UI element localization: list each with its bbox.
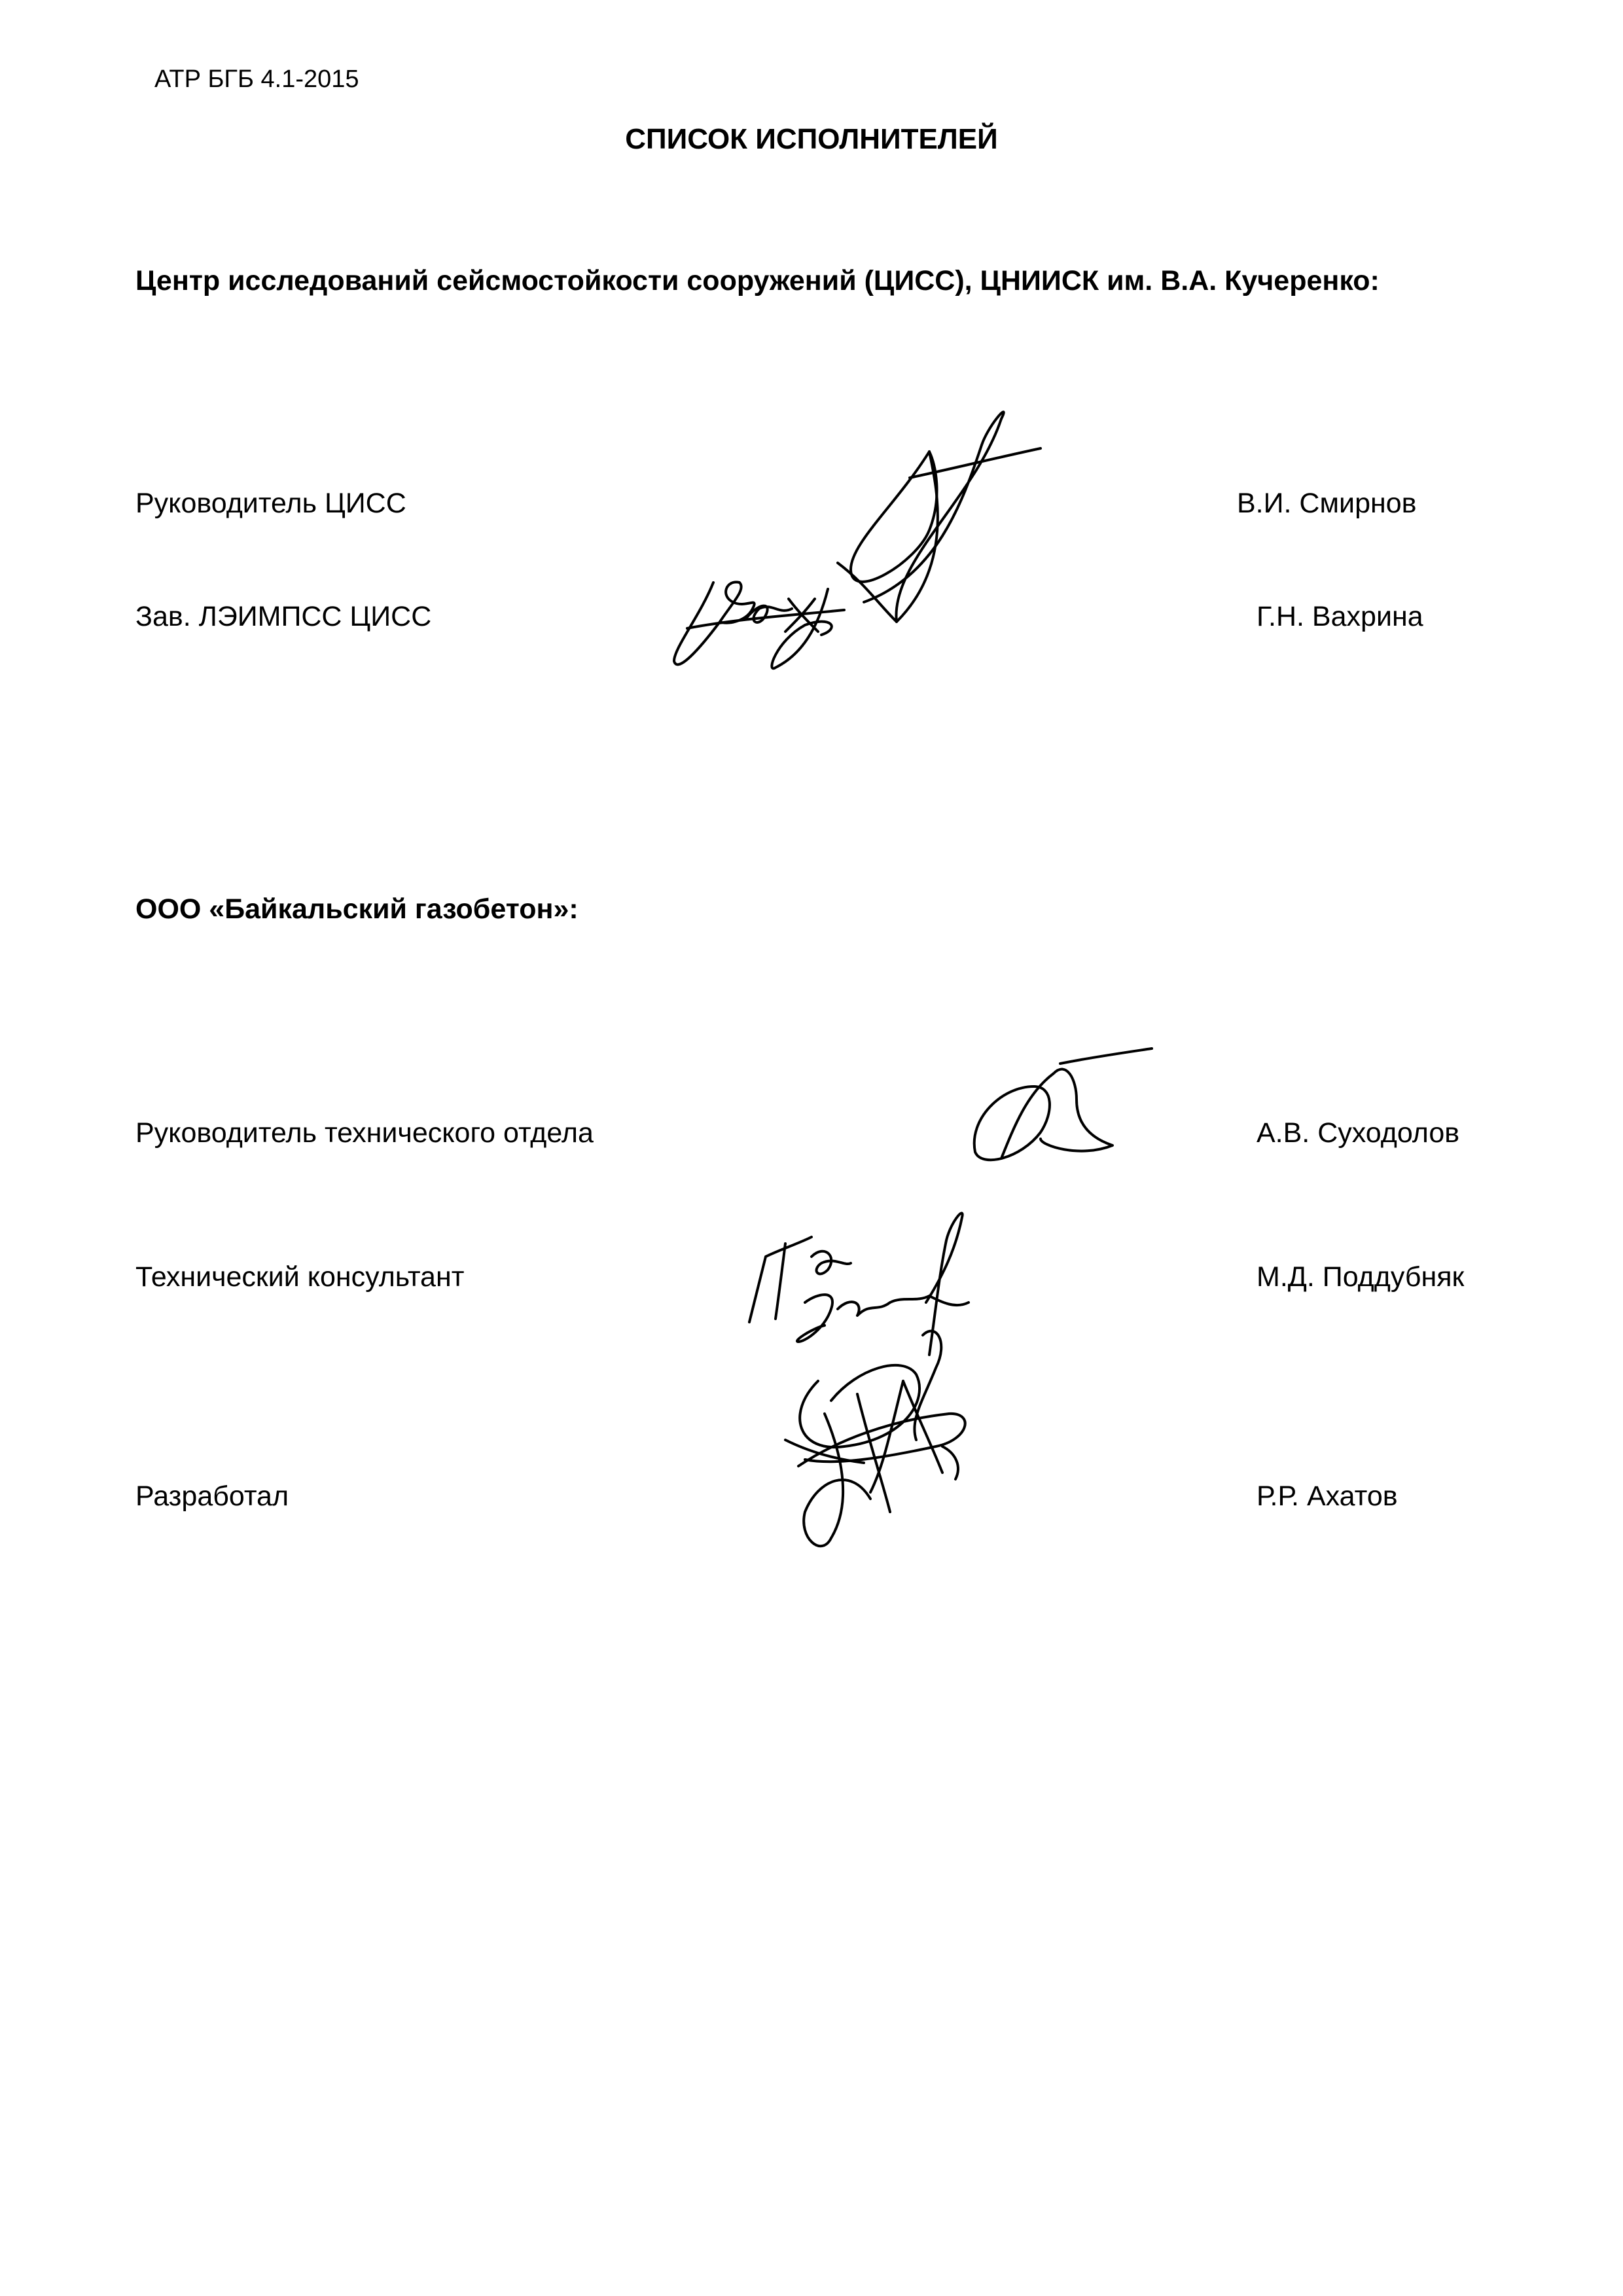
organization-baikal-gazobeton: ООО «Байкальский газобетон»: bbox=[135, 893, 579, 925]
name-sukhodolov: А.В. Суходолов bbox=[1257, 1117, 1460, 1149]
name-vakhrina: Г.Н. Вахрина bbox=[1257, 601, 1423, 632]
role-head-lab: Зав. ЛЭИМПСС ЦИСС bbox=[135, 601, 432, 632]
name-akhatov: Р.Р. Ахатов bbox=[1257, 1480, 1398, 1512]
role-head-technical-department: Руководитель технического отдела bbox=[135, 1117, 594, 1149]
signature-sukhodolov bbox=[962, 1047, 1158, 1172]
role-developer: Разработал bbox=[135, 1480, 289, 1512]
document-code: АТР БГБ 4.1-2015 bbox=[154, 65, 359, 93]
organization-ciss: Центр исследований сейсмостойкости сооружений (ЦИСС), ЦНИИСК им. В.А. Кучеренко: bbox=[135, 265, 1380, 296]
role-head-ciss: Руководитель ЦИСС bbox=[135, 488, 406, 519]
name-poddubnyak: М.Д. Поддубняк bbox=[1257, 1261, 1465, 1293]
name-smirnov: В.И. Смирнов bbox=[1237, 488, 1417, 519]
page-title: СПИСОК ИСПОЛНИТЕЛЕЙ bbox=[625, 123, 998, 155]
signature-smirnov bbox=[825, 406, 1047, 628]
signature-akhatov bbox=[759, 1316, 1008, 1564]
signature-vakhrina bbox=[661, 563, 857, 681]
role-technical-consultant: Технический консультант bbox=[135, 1261, 465, 1293]
